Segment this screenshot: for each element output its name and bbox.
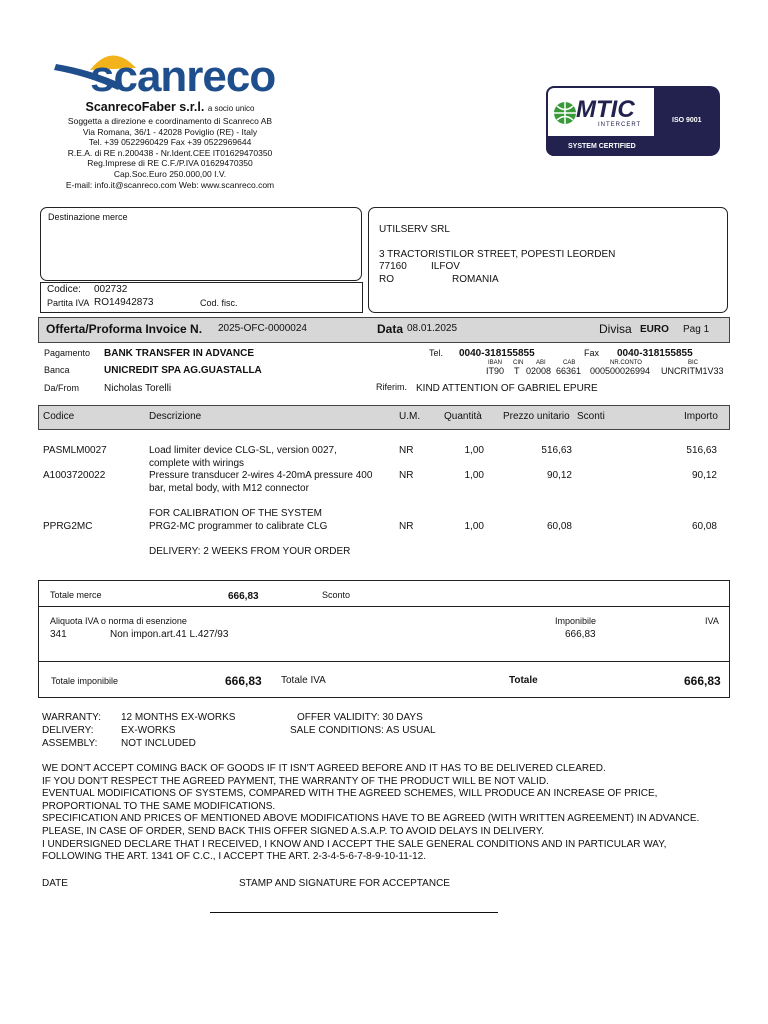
row-code: PASMLM0027 [43,445,107,456]
riferim-value: KIND ATTENTION OF GABRIEL EPURE [416,383,598,394]
tel-value: 0040-318155855 [459,348,535,359]
row-qty: 1,00 [464,470,484,481]
iban-label-bic: BIC [688,360,699,366]
dafrom-value: Nicholas Torelli [104,383,172,394]
row-um: NR [399,470,414,481]
codfisc-label: Cod. fisc. [200,298,238,308]
sale-conditions: SALE CONDITIONS: AS USUAL [290,725,436,736]
certification-badge [546,86,720,156]
condition-line: PLEASE, IN CASE OF ORDER, SEND BACK THIS OFFER SIGNED A.S.A.P. TO AVOID DELAYS IN DELIVERY. [42,825,545,837]
assembly-value: NOT INCLUDED [121,738,196,749]
customer-county: ILFOV [431,261,460,272]
fax-value: 0040-318155855 [617,348,693,359]
aliquota-imponibile: 666,83 [565,629,596,640]
cert-sub: INTERCERT [598,122,642,128]
customer-street: 3 TRACTORISTILOR STREET, POPESTI LEORDEN [379,249,616,260]
banca-label: Banca [44,365,70,375]
iban-label-conto: NR.CONTO [610,360,642,366]
col-header-um: U.M. [399,411,421,422]
customer-country: ROMANIA [452,274,499,285]
cert-label: SYSTEM CERTIFIED [568,143,636,150]
totale-value: 666,83 [684,674,721,688]
codice-label: Codice: [47,284,81,295]
totals-divider [39,606,729,607]
iban-label-cab: CAB [563,360,576,366]
iban-label-abi: ABI [536,360,546,366]
row-code: A1003720022 [43,470,106,481]
company-info [20,100,320,192]
cert-brand: MTIC [576,96,635,123]
row-desc: FOR CALIBRATION OF THE SYSTEM [149,508,322,519]
sconto-label: Sconto [322,590,351,600]
riferim-label: Riferim. [376,382,407,392]
row-qty: 1,00 [464,445,484,456]
aliquota-label: Aliquota IVA o norma di esenzione [50,616,187,626]
aliquota-code: 341 [50,629,67,640]
delivery-label: DELIVERY: [42,725,94,736]
items-table-header [38,405,730,430]
destination-label: Destinazione merce [48,212,128,222]
col-header-importo: Importo [684,411,718,422]
codice-value: 002732 [94,284,128,295]
row-amount: 60,08 [691,521,717,532]
row-desc: Pressure transducer 2-wires 4-20mA pressure 400 [149,470,373,481]
condition-line: PROPORTIONAL TO THE SAME MODIFICATIONS. [42,800,276,812]
iva-label: IVA [705,616,719,626]
totale-imponibile-label: Totale imponibile [51,676,119,686]
invoice-number: 2025-OFC-0000024 [218,323,307,334]
piva-value: RO14942873 [94,297,154,308]
invoice-title: Offerta/Proforma Invoice N. [46,322,203,336]
delivery-note: DELIVERY: 2 WEEKS FROM YOUR ORDER [149,546,351,557]
date-label: Data [377,322,404,336]
row-desc: complete with wirings [149,458,245,469]
row-code: PPRG2MC [43,521,93,532]
customer-address-box [368,207,728,313]
currency-label: Divisa [599,322,632,336]
condition-line: EVENTUAL MODIFICATIONS OF SYSTEMS, COMPARED WITH THE AGREED SCHEMES, WILL PRODUCE AN INCREASE OF PRICE, [42,788,658,800]
iban-cin: T [514,366,520,376]
conditions-block [42,763,742,864]
col-header-quantita: Quantità [444,411,482,422]
assembly-label: ASSEMBLY: [42,738,98,749]
iban-cab: 66361 [556,366,582,376]
col-header-codice: Codice [43,411,75,422]
row-price: 516,63 [541,445,572,456]
customer-zip: 77160 [379,261,407,272]
iban-bic: UNCRITM1V33 [661,366,724,376]
imponibile-label: Imponibile [555,616,597,626]
col-header-descrizione: Descrizione [149,411,202,422]
row-um: NR [399,521,414,532]
totale-imponibile-value: 666,83 [225,674,262,688]
signature-line [210,912,498,913]
iban-conto: 000500026994 [590,366,651,376]
company-name: ScanrecoFaber s.r.l. a socio unico [85,100,255,114]
iban-country: IT90 [486,366,505,376]
condition-line: WE DON'T ACCEPT COMING BACK OF GOODS IF IT ISN'T AGREED BEFORE AND IT HAS TO BE DELIVERED CLEARED. [42,763,606,774]
row-price: 60,08 [546,521,572,532]
page-number: Pag 1 [683,324,710,335]
totals-divider [39,661,729,662]
stamp-signature-label: STAMP AND SIGNATURE FOR ACCEPTANCE [239,878,450,889]
iban-label-iban: IBAN [488,360,503,366]
banca-value: UNICREDIT SPA AG.GUASTALLA [104,365,262,376]
customer-name: UTILSERV SRL [379,224,450,235]
aliquota-desc: Non impon.art.41 L.427/93 [110,629,229,640]
row-desc: bar, metal body, with M12 connector [149,483,309,494]
offer-validity: OFFER VALIDITY: 30 DAYS [297,712,423,723]
currency-value: EURO [640,324,669,335]
row-price: 90,12 [546,470,572,481]
cert-iso: ISO 9001 [672,117,702,124]
tel-label: Tel. [429,348,444,358]
totale-iva-label: Totale IVA [281,675,326,686]
globe-icon [552,100,578,126]
company-logo [52,40,292,102]
row-um: NR [399,445,414,456]
totale-label: Totale [509,675,538,686]
customer-country-code: RO [379,274,394,285]
col-header-prezzo: Prezzo unitario [503,411,570,422]
fax-label: Fax [584,348,600,358]
date-signature-label: DATE [42,878,68,889]
delivery-value: EX-WORKS [121,725,176,736]
warranty-label: WARRANTY: [42,712,102,723]
row-amount: 90,12 [691,470,717,481]
warranty-value: 12 MONTHS EX-WORKS [121,712,236,723]
row-qty: 1,00 [464,521,484,532]
iban-label-cin: CIN [513,360,524,366]
col-header-sconti: Sconti [577,411,605,422]
logo-wordmark: scanreco [90,52,276,101]
iban-abi: 02008 [526,366,552,376]
pagamento-value: BANK TRANSFER IN ADVANCE [104,348,254,359]
row-desc: Load limiter device CLG-SL, version 0027, [149,445,337,456]
row-desc: PRG2-MC programmer to calibrate CLG [149,521,328,532]
pagamento-label: Pagamento [44,348,91,358]
invoice-date: 08.01.2025 [407,323,458,334]
dafrom-label: Da/From [44,383,80,393]
condition-line: SPECIFICATION AND PRICES OF MENTIONED ABOVE MODIFICATIONS HAVE TO BE AGREED (WITH WRITTEN AGREEMENT) IN ADVANCE. [42,813,700,825]
condition-line: I UNDERSIGNED DECLARE THAT I RECEIVED, I KNOW AND I ACCEPT THE SALE GENERAL CONDITIONS AND IN PARTICULAR WAY, [42,838,667,850]
company-address-lines: Soggetta a direzione e coordinamento di Scanreco AB Via Romana, 36/1 - 42028 Poviglio (RE) - Italy Tel. +39 0522960429 Fax +39 0522969644 R.E.A. di RE n.200438 - Nr.Ident.CEE IT01629470350 Reg.Imprese di RE C.F./P.IVA 01629470350 Cap.Soc.Euro 250.000,00 I.V. E-mail: info.it@scanreco.com Web: www.scanreco.com [65,116,275,190]
piva-label: Partita IVA [47,298,90,308]
row-amount: 516,63 [686,445,717,456]
totale-merce-value: 666,83 [228,591,259,602]
condition-line: IF YOU DON'T RESPECT THE AGREED PAYMENT, THE WARRANTY OF THE PRODUCT WILL BE NOT VALID. [42,775,549,787]
totale-merce-label: Totale merce [50,590,102,600]
condition-line: FOLLOWING THE ART. 1341 OF C.C., I ACCEPT THE ART. 2-3-4-5-6-7-8-9-10-11-12. [42,851,427,863]
